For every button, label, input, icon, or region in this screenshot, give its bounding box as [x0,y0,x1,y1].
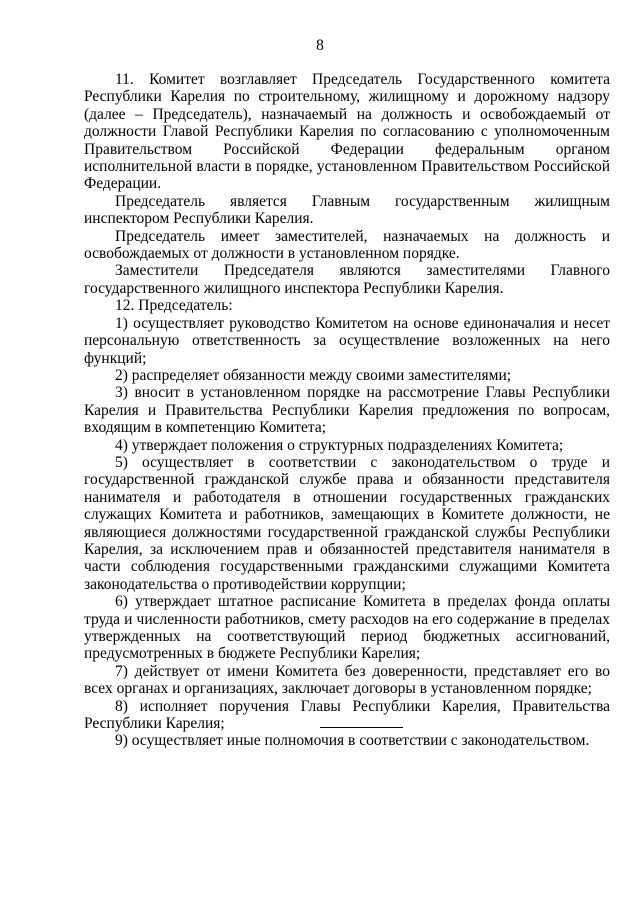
list-item-3: 3) вносит в установленном порядке на рассмотрение Главы Республики Карелия и Правительства Республики Карелия предложения по вопросам, входящим в компетенцию Комитета; [84,384,610,437]
page-number: 8 [316,37,324,54]
paragraph-11-head: 11. Комитет возглавляет Председатель Государственного комитета Республики Карелия по строительному, жилищному и дорожному надзору (далее – Председатель), назначаемый на должность и освобождаемый от должности Главой Республики Карелия по согласованию с уполномоченным Правительством Российской Федерации федеральным органом исполнительной власти в порядке, установленном Правительством Российской Федерации. [84,71,610,193]
list-item-1: 1) осуществляет руководство Комитетом на основе единоначалия и несет персональную ответственность за осуществление возложенных на него функций; [84,314,610,367]
end-separator-line [320,727,403,728]
list-item-7: 7) действует от имени Комитета без доверенности, представляет его во всех органах и организациях, заключает договоры в установленном порядке; [84,662,610,698]
list-item-5: 5) осуществляет в соответствии с законодательством о труде и государственной гражданской службе права и обязанности представителя нанимателя и работодателя в отношении государственных гражданских служащих Комитета и работников, замещающих в Комитете должности, не являющиеся должностями государственной гражданской службы Республики Карелия, за исключением прав и обязанностей представителя нанимателя в части соблюдения государственными гражданскими служащими Комитета законодательства о противодействии коррупции; [84,453,610,593]
document-body [84,71,610,750]
list-item-8: 8) исполняет поручения Главы Республики Карелия, Правительства Республики Карелия; [84,697,610,733]
paragraph-deputy-inspectors: Заместители Председателя являются заместителями Главного государственного жилищного инспектора Республики Карелия. [84,262,610,297]
list-item-2: 2) распределяет обязанности между своими заместителями; [115,366,512,384]
paragraph-chief-inspector: Председатель является Главным государственным жилищным инспектором Республики Карелия. [84,192,610,228]
list-item-6: 6) утверждает штатное расписание Комитета в пределах фонда оплаты труда и численности работников, смету расходов на его содержание в пределах утвержденных на соответствующий период бюджетных ассигнований, предусмотренных в бюджете Республики Карелия; [84,593,610,663]
list-item-9: 9) осуществляет иные полномочия в соответствии с законодательством. [115,732,590,750]
paragraph-deputies: Председатель имеет заместителей, назначаемых на должность и освобождаемых от должности в установленном порядке. [84,227,610,263]
list-item-4: 4) утверждает положения о структурных подразделениях Комитета; [115,436,564,454]
paragraph-12-intro: 12. Председатель: [115,297,233,315]
